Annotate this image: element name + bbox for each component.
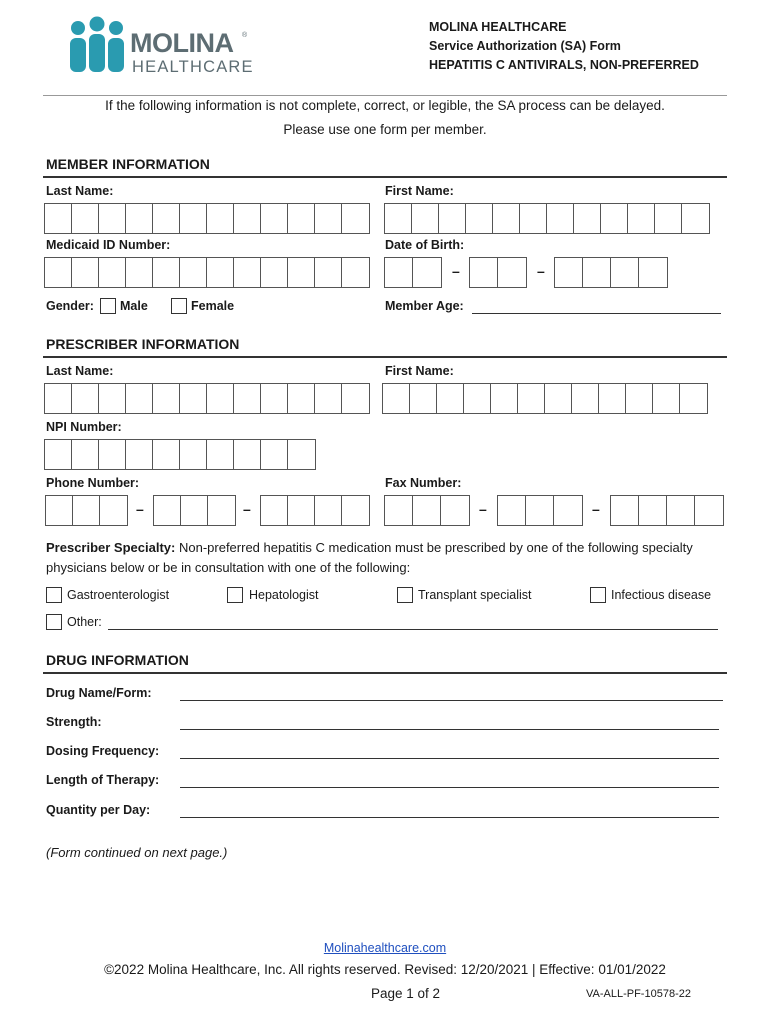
drug-section-title: DRUG INFORMATION [46, 652, 189, 668]
length-of-therapy-label: Length of Therapy: [46, 773, 160, 787]
continued-note: (Form continued on next page.) [46, 845, 228, 860]
quantity-per-day-field[interactable] [180, 817, 719, 818]
prescriber-section-title: PRESCRIBER INFORMATION [46, 336, 240, 352]
form-header [429, 18, 699, 75]
medicaid-id-label: Medicaid ID Number: [46, 238, 171, 252]
quantity-per-day-label: Quantity per Day: [46, 803, 151, 817]
prescriber-last-name-boxes[interactable] [44, 383, 370, 414]
specialty-gastroenterologist-label: Gastroenterologist [67, 588, 170, 602]
form-code: VA-ALL-PF-10578-22 [586, 988, 691, 1000]
member-first-name-label: First Name: [385, 184, 454, 198]
dosing-frequency-field[interactable] [180, 758, 719, 759]
header-form-name: Service Authorization (SA) Form [429, 39, 621, 53]
copyright-line: ©2022 Molina Healthcare, Inc. All rights reserved. Revised: 12/20/2021 | Effective: 01/01/2022 [104, 962, 666, 977]
dob-dash-1: – [452, 263, 460, 279]
drug-name-field[interactable] [180, 700, 723, 701]
header-drug-class: HEPATITIS C ANTIVIRALS, NON-PREFERRED [429, 58, 699, 72]
molina-logo [66, 16, 252, 76]
prescriber-last-name-label: Last Name: [46, 364, 114, 378]
medicaid-id-boxes[interactable] [44, 257, 370, 288]
prescriber-section-rule [43, 356, 727, 358]
dob-label: Date of Birth: [385, 238, 465, 252]
logo-registered-mark: ® [242, 32, 248, 39]
strength-label: Strength: [46, 715, 102, 729]
prescriber-first-name-label: First Name: [385, 364, 454, 378]
logo-wordmark: MOLINA [130, 28, 234, 58]
member-section-rule [43, 176, 727, 178]
specialty-infectious-checkbox[interactable] [590, 587, 606, 603]
gender-male-label: Male [120, 299, 148, 313]
specialty-gastroenterologist-checkbox[interactable] [46, 587, 62, 603]
member-last-name-boxes[interactable] [44, 203, 370, 234]
member-last-name-label: Last Name: [46, 184, 114, 198]
gender-female-label: Female [191, 299, 235, 313]
drug-section-rule [43, 672, 727, 674]
drug-name-label: Drug Name/Form: [46, 686, 152, 700]
strength-field[interactable] [180, 729, 719, 730]
specialty-other-field[interactable] [108, 629, 718, 630]
specialty-hepatologist-label: Hepatologist [249, 588, 319, 602]
logo-subword: HEALTHCARE [132, 58, 254, 76]
phone-line-boxes[interactable] [260, 495, 370, 526]
member-section-title: MEMBER INFORMATION [46, 156, 210, 172]
intro-line-2: Please use one form per member. [283, 122, 487, 137]
specialty-label: Prescriber Specialty: [46, 540, 176, 555]
website-link[interactable]: Molinahealthcare.com [323, 941, 447, 955]
member-first-name-boxes[interactable] [384, 203, 710, 234]
header-org: MOLINA HEALTHCARE [429, 20, 567, 34]
dosing-frequency-label: Dosing Frequency: [46, 744, 160, 758]
specialty-text: Non-preferred hepatitis C medication must be prescribed by one of the following specialty physicians below or be in consultation with one of the following: [46, 540, 693, 575]
npi-boxes[interactable] [44, 439, 316, 470]
specialty-paragraph [46, 538, 726, 578]
gender-female-checkbox[interactable] [171, 298, 187, 314]
dob-day-boxes[interactable] [469, 257, 527, 288]
dob-dash-2: – [537, 263, 545, 279]
phone-dash-1: – [136, 501, 144, 517]
fax-dash-1: – [479, 501, 487, 517]
specialty-other-label: Other: [67, 615, 102, 629]
specialty-hepatologist-checkbox[interactable] [227, 587, 243, 603]
phone-label: Phone Number: [46, 476, 140, 490]
length-of-therapy-field[interactable] [180, 787, 719, 788]
gender-male-checkbox[interactable] [100, 298, 116, 314]
fax-prefix-boxes[interactable] [497, 495, 583, 526]
member-age-label: Member Age: [385, 299, 464, 313]
phone-dash-2: – [243, 501, 251, 517]
people-logo-icon [66, 16, 130, 76]
specialty-transplant-label: Transplant specialist [418, 588, 532, 602]
specialty-infectious-label: Infectious disease [611, 588, 712, 602]
npi-label: NPI Number: [46, 420, 122, 434]
specialty-transplant-checkbox[interactable] [397, 587, 413, 603]
fax-label: Fax Number: [385, 476, 462, 490]
gender-label: Gender: [46, 299, 94, 313]
page-number: Page 1 of 2 [371, 986, 441, 1001]
fax-line-boxes[interactable] [610, 495, 724, 526]
member-age-field[interactable] [472, 313, 721, 314]
dob-month-boxes[interactable] [384, 257, 442, 288]
dob-year-boxes[interactable] [554, 257, 668, 288]
prescriber-first-name-boxes[interactable] [382, 383, 708, 414]
intro-line-1: If the following information is not complete, correct, or legible, the SA process can be delayed. [105, 98, 665, 113]
specialty-other-checkbox[interactable] [46, 614, 62, 630]
header-divider [43, 95, 727, 96]
phone-area-boxes[interactable] [45, 495, 128, 526]
phone-prefix-boxes[interactable] [153, 495, 236, 526]
fax-area-boxes[interactable] [384, 495, 470, 526]
fax-dash-2: – [592, 501, 600, 517]
